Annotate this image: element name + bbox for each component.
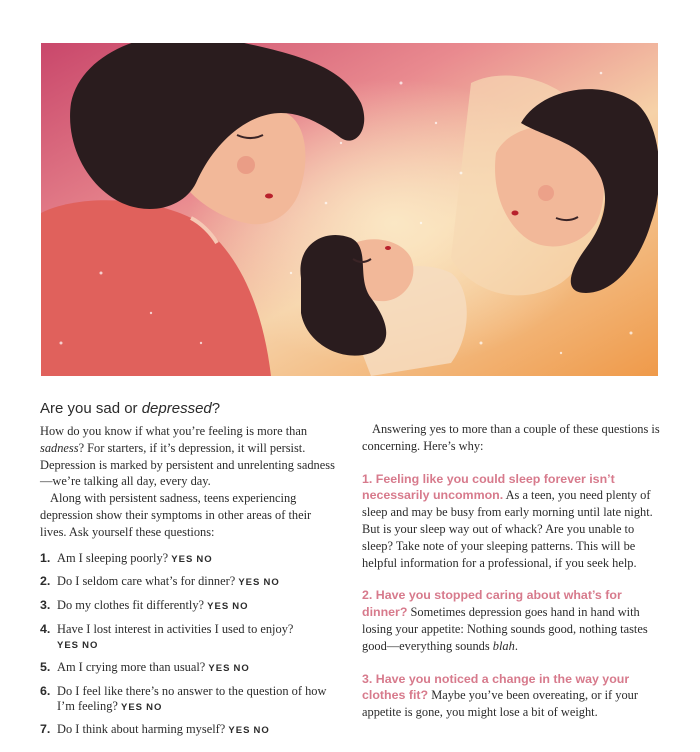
question-item: 6. Do I feel like there’s no answer to the question of how I’m feeling? YES NO (40, 684, 327, 713)
sleep-section: 1. Feeling like you could sleep forever isn’t necessarily uncommon. As a teen, you need plenty of sleep and may be busy from early morning until late night. But is your sleep way out of whack? Are you unable to sleep? Take note of your sleeping patterns. This will be helpful information for a professional, if you seek help. (362, 471, 653, 570)
no-option: NO (263, 577, 280, 589)
no-option: NO (196, 553, 213, 565)
clothes-section: 3. Have you noticed a change in the way your clothes fit? Maybe you’ve been overeating, or if your appetite is gone, you might lose a bit of weight. (362, 671, 638, 720)
illustration (41, 43, 658, 376)
section-heading: Are you sad or depressed? (40, 400, 221, 417)
question-item: 7. Do I think about harming myself? YES NO (40, 722, 270, 737)
yes-option: YES (228, 725, 251, 737)
yes-option: YES (121, 701, 144, 713)
question-item: 4. Have I lost interest in activities I used to enjoy? YES NO (40, 621, 294, 651)
question-item: 2. Do I seldom care what’s for dinner? YES NO (40, 574, 280, 589)
yes-option: YES (238, 577, 261, 589)
dinner-section: 2. Have you stopped caring about what’s for dinner? Sometimes depression goes hand in hand with losing your appetite: Nothing sounds good, nothing tastes good—everything sounds blah. (362, 588, 648, 653)
no-option: NO (146, 701, 163, 713)
symptoms-paragraph: Along with persistent sadness, teens experiencing depression show their symptoms in other areas of their lives. Ask yourself these questions: (40, 491, 312, 539)
right-column (362, 421, 662, 721)
question-list (40, 551, 340, 739)
question-item: 5. Am I crying more than usual? YES NO (40, 660, 250, 675)
question-item: 3. Do my clothes fit differently? YES NO (40, 598, 249, 613)
no-option: NO (82, 639, 99, 651)
no-option: NO (253, 725, 270, 737)
clothes-heading: 3. Have you noticed a change in the way your clothes fit? (362, 671, 630, 703)
no-option: NO (233, 663, 250, 675)
yes-option: YES (208, 663, 231, 675)
question-item: 1. Am I sleeping poorly? YES NO (40, 550, 213, 565)
yes-option: YES (57, 639, 80, 651)
yes-option: YES (171, 553, 194, 565)
answer-intro: Answering yes to more than a couple of these questions is concerning. Here’s why: (362, 422, 660, 453)
left-column (40, 399, 340, 746)
dinner-heading: 2. Have you stopped caring about what’s for dinner? (362, 588, 622, 620)
intro-paragraph: How do you know if what you’re feeling is more than sadness? For starters, if it’s depression, it will persist. Depression is marked by persistent and unrelenting sadness—we’re talking all day, every day. (40, 424, 335, 489)
no-option: NO (232, 601, 249, 613)
illustration-art (41, 43, 658, 376)
sleep-heading: 1. Feeling like you could sleep forever isn’t necessarily uncommon. (362, 471, 615, 503)
yes-option: YES (207, 601, 230, 613)
